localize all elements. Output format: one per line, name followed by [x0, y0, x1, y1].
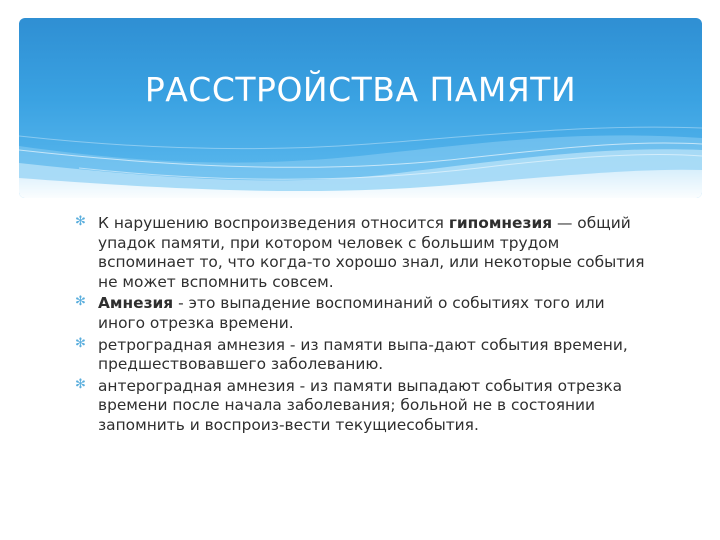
list-item: [75, 214, 645, 292]
list-item: [75, 377, 645, 436]
list-item: [75, 336, 645, 375]
slide-title: РАССТРОЙСТВА ПАМЯТИ: [144, 70, 577, 109]
asterisk-icon: ✻: [75, 214, 86, 229]
item-text: К нарушению воспроизведения относится: [98, 214, 449, 232]
title-banner: [19, 18, 702, 198]
list-item: [75, 294, 645, 333]
item-text: - это выпадение воспоминаний о событиях того или иного отрезка времени.: [98, 294, 605, 332]
item-term: гипомнезия: [448, 214, 553, 232]
item-text: антероградная амнезия - из памяти выпадают события отрезка времени после начала заболевания; больной не в состоянии запомнить и воспроиз-вести текущиесобытия.: [98, 376, 623, 434]
item-term: Амнезия: [98, 294, 174, 313]
bullet-list: [75, 214, 645, 438]
asterisk-icon: ✻: [75, 294, 86, 310]
asterisk-icon: ✻: [75, 376, 86, 392]
item-text: — общий упадок памяти, при котором человек с большим трудом вспоминает то, что когда-то хорошо знал, или некоторые события не может вспомнить совсем.: [98, 214, 645, 291]
asterisk-icon: ✻: [75, 335, 86, 351]
item-text: ретроградная амнезия - из памяти выпа-дают события времени, предшествовавшего заболеванию.: [98, 335, 628, 374]
